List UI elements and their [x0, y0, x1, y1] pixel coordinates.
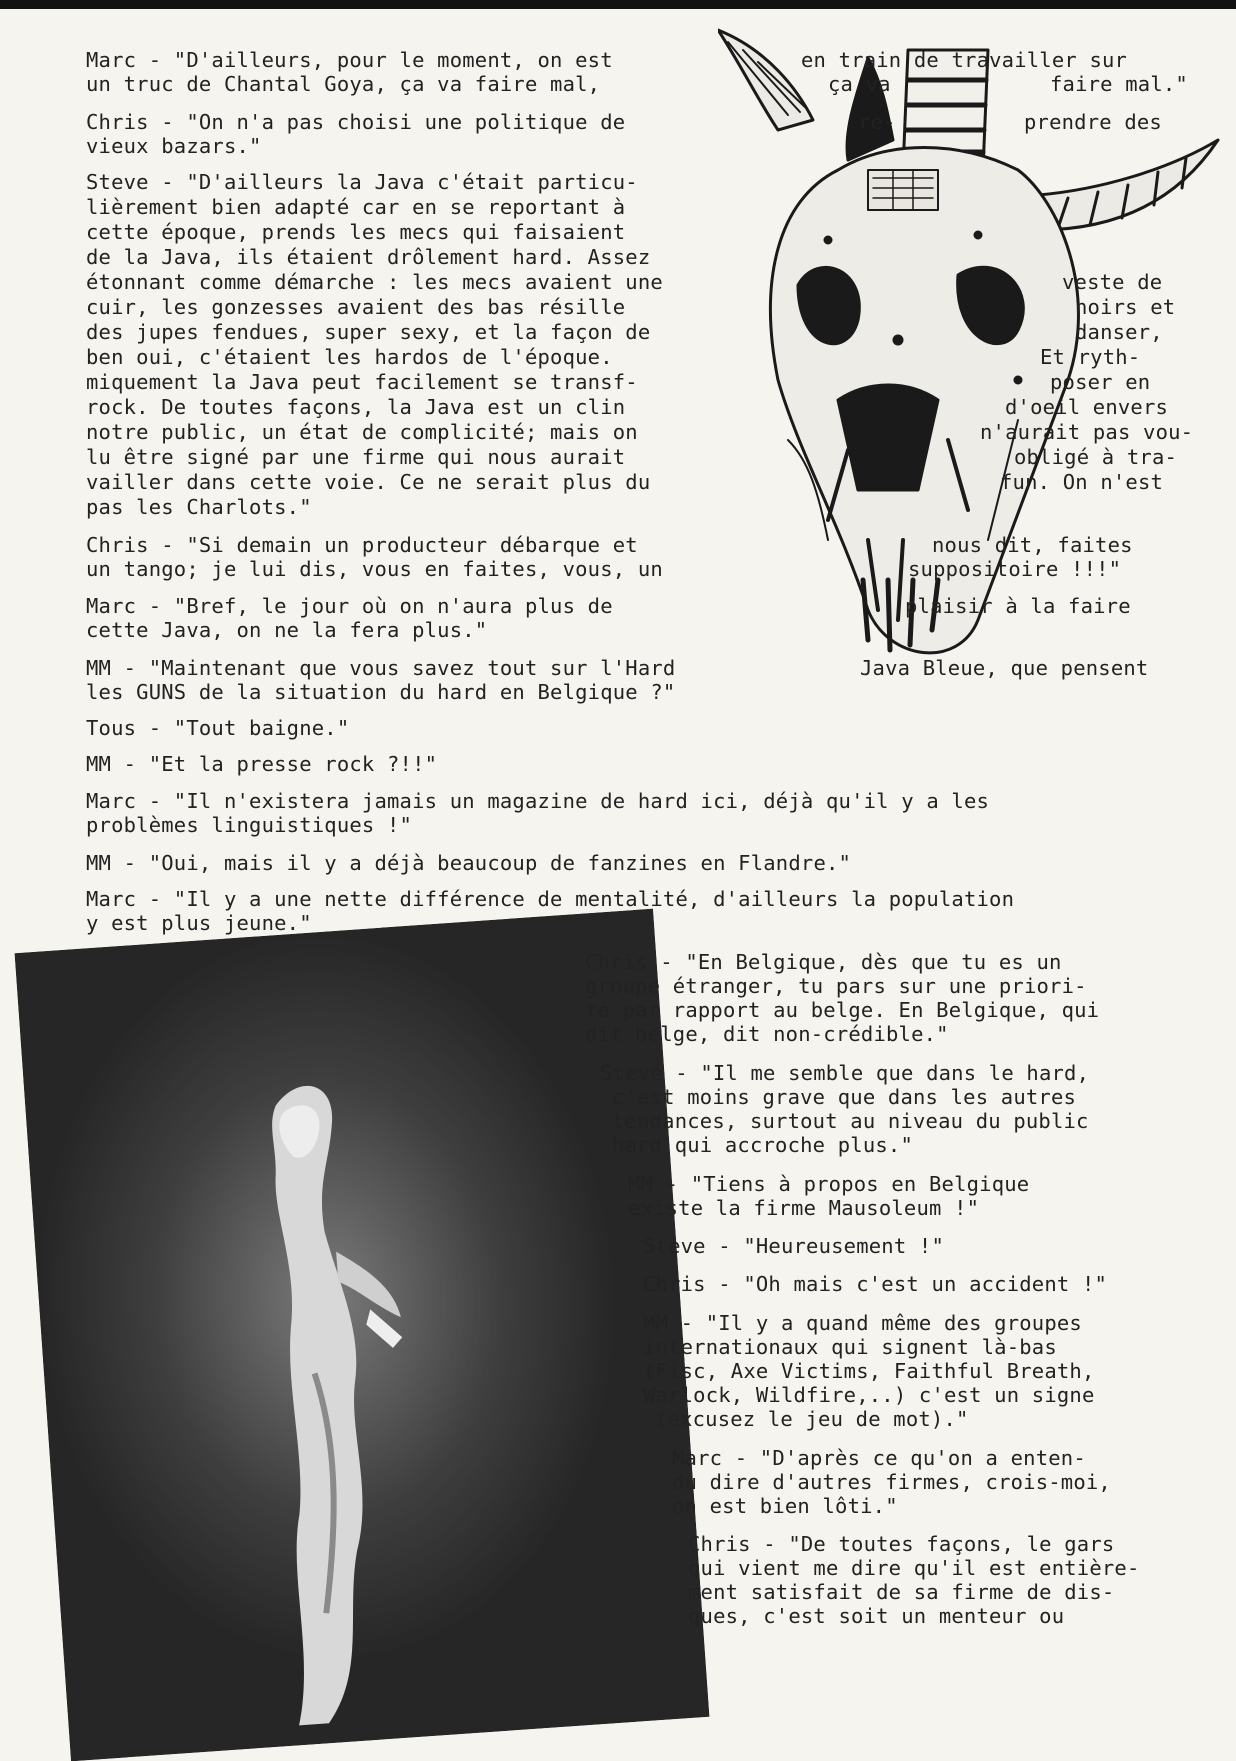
text-line: Chris - "De toutes façons, le gars: [688, 1532, 1115, 1556]
text-line: obligé à tra-: [1014, 445, 1178, 469]
text-line: Chris - "Si demain un producteur débarque et: [86, 533, 638, 557]
text-line: Steve - "Il me semble que dans le hard,: [600, 1061, 1090, 1085]
text-line: pas les Charlots.": [86, 495, 312, 519]
text-line: d'oeil envers: [1005, 395, 1169, 419]
text-line: de la Java, ils étaient drôlement hard. Assez: [86, 245, 651, 269]
text-line: (excusez le jeu de mot).": [655, 1407, 969, 1431]
text-line: Et ryth-: [1040, 345, 1141, 369]
text-line: qui vient me dire qu'il est entière-: [688, 1556, 1140, 1580]
text-line: cette époque, prends les mecs qui faisaient: [86, 220, 626, 244]
text-line: existe la firme Mausoleum !": [628, 1196, 980, 1220]
top-rule: [0, 0, 1236, 9]
text-line: veste de: [1062, 270, 1163, 294]
text-line: Chris - "En Belgique, dès que tu es un: [585, 950, 1062, 974]
text-line: on est bien lôti.": [672, 1494, 898, 1518]
text-line: té par rapport au belge. En Belgique, qui: [585, 998, 1100, 1022]
text-line: Tous - "Tout baigne.": [86, 716, 350, 740]
text-line: ment satisfait de sa firme de dis-: [688, 1580, 1115, 1604]
text-line: hard qui accroche plus.": [612, 1133, 914, 1157]
text-line: y est plus jeune.": [86, 911, 312, 935]
text-line: MM - "Tiens à propos en Belgique: [628, 1172, 1030, 1196]
text-line: Marc - "Bref, le jour où on n'aura plus de: [86, 594, 613, 618]
text-line: un truc de Chantal Goya, ça va faire mal,: [86, 72, 601, 96]
text-line: Steve - "D'ailleurs la Java c'était particu-: [86, 170, 638, 194]
text-line: faire mal.": [1050, 72, 1188, 96]
text-line: dit belge, dit non-crédible.": [585, 1022, 949, 1046]
text-line: notre public, un état de complicité; mais on: [86, 420, 638, 444]
text-line: danser,: [1075, 320, 1163, 344]
text-line: tendances, surtout au niveau du public: [612, 1109, 1089, 1133]
text-line: étonnant comme démarche : les mecs avaient une: [86, 270, 663, 294]
text-line: Marc - "D'après ce qu'on a enten-: [672, 1446, 1086, 1470]
text-line: c'est moins grave que dans les autres: [612, 1085, 1077, 1109]
text-line: ques, c'est soit un menteur ou: [688, 1604, 1065, 1628]
text-line: ça va: [828, 72, 891, 96]
text-line: fun. On n'est: [1000, 470, 1164, 494]
text-line: Steve - "Heureusement !": [643, 1234, 945, 1258]
text-line: MM - "Et la presse rock ?!!": [86, 752, 438, 776]
text-line: Marc - "Il y a une nette différence de mentalité, d'ailleurs la population: [86, 887, 1015, 911]
text-line: prendre des: [1024, 110, 1162, 134]
text-line: Marc - "Il n'existera jamais un magazine de hard ici, déjà qu'il y a les: [86, 789, 990, 813]
text-line: internationaux qui signent là-bas: [643, 1335, 1057, 1359]
text-line: cette Java, on ne la fera plus.": [86, 618, 488, 642]
text-line: (Fisc, Axe Victims, Faithful Breath,: [643, 1359, 1095, 1383]
text-line: problèmes linguistiques !": [86, 813, 413, 837]
text-line: Warlock, Wildfire,..) c'est un signe: [643, 1383, 1095, 1407]
text-line: MM - "Oui, mais il y a déjà beaucoup de fanzines en Flandre.": [86, 851, 852, 875]
text-line: Chris - "On n'a pas choisi une politique de: [86, 110, 626, 134]
text-line: rock. De toutes façons, la Java est un clin: [86, 395, 626, 419]
text-line: Marc - "D'ailleurs, pour le moment, on est: [86, 48, 613, 72]
text-line: re-: [858, 110, 896, 134]
text-line: un tango; je lui dis, vous en faites, vous, un: [86, 557, 663, 581]
text-line: ben oui, c'étaient les hardos de l'époque.: [86, 345, 613, 369]
text-line: Chris - "Oh mais c'est un accident !": [643, 1272, 1108, 1296]
text-line: suppositoire !!!": [908, 557, 1122, 581]
text-line: en train de travailler sur: [801, 48, 1128, 72]
text-line: Java Bleue, que pensent: [860, 656, 1149, 680]
text-line: vieux bazars.": [86, 134, 262, 158]
text-line: des jupes fendues, super sexy, et la façon de: [86, 320, 651, 344]
text-line: miquement la Java peut facilement se transf-: [86, 370, 638, 394]
text-line: lu être signé par une firme qui nous aurait: [86, 445, 626, 469]
text-line: noirs et: [1075, 295, 1176, 319]
text-line: les GUNS de la situation du hard en Belgique ?": [86, 680, 676, 704]
text-line: cuir, les gonzesses avaient des bas résille: [86, 295, 626, 319]
text-line: du dire d'autres firmes, crois-moi,: [672, 1470, 1111, 1494]
text-line: plaisir à la faire: [905, 594, 1131, 618]
text-line: nous dit, faites: [932, 533, 1133, 557]
text-line: groupe étranger, tu pars sur une priori-: [585, 974, 1087, 998]
text-line: MM - "Il y a quand même des groupes: [643, 1311, 1082, 1335]
text-line: MM - "Maintenant que vous savez tout sur l'Hard: [86, 656, 676, 680]
text-line: n'aurait pas vou-: [980, 420, 1194, 444]
text-line: poser en: [1050, 370, 1151, 394]
text-line: lièrement bien adapté car en se reportant à: [86, 195, 626, 219]
text-line: vailler dans cette voie. Ce ne serait plus du: [86, 470, 651, 494]
